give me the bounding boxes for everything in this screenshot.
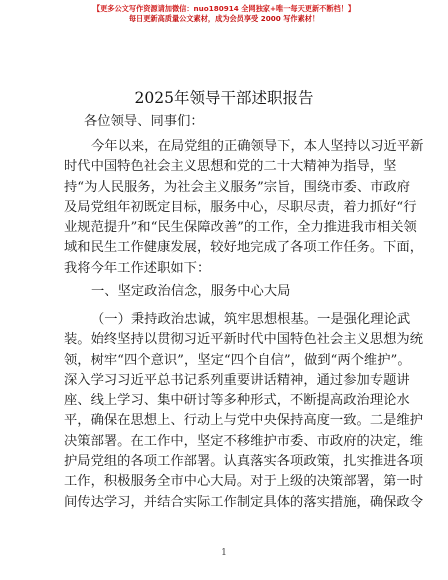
section-heading-1 xyxy=(64,282,382,302)
paragraph-line: 域和民生工作健康发展，较好地完成了各项工作任务。下面， xyxy=(64,240,424,256)
paragraph-line: 今年以来，在局党组的正确领导下，本人坚持以习近平新 xyxy=(91,139,424,154)
paragraph-line: 持“为人民服务，为社会主义服务”宗旨，围绕市委、市政府 xyxy=(64,179,411,195)
paragraph-line: 决策部署。在工作中，坚定不移维护市委、市政府的决定，维 xyxy=(64,433,424,449)
paragraph-line: 业规范提升”和“民生保障改善”的工作，全力推进我市相关领 xyxy=(64,220,417,236)
paragraph-line: 座、线上学习、集中研讨等多种形式，不断提高政治理论水 xyxy=(64,393,410,409)
paragraph-line: 领，树牢“四个意识”，坚定“四个自信”，做到“两个维护”。 xyxy=(64,352,411,368)
salutation: 各位领导、同事们： xyxy=(84,114,204,129)
paragraph-line: 深入学习习近平总书记系列重要讲话精神，通过参加专题讲 xyxy=(64,372,410,388)
paragraph-line: 我将今年工作述职如下： xyxy=(64,260,211,276)
paragraph-line: 时代中国特色社会主义思想和党的二十大精神为指导，坚 xyxy=(64,159,397,175)
promo-banner xyxy=(0,4,448,24)
paragraph-line: 护局党组的各项工作部署。认真落实各项政策，扎实推进各项 xyxy=(64,454,424,470)
section-heading-text: 一、坚定政治信念，服务中心大局 xyxy=(91,284,291,299)
paragraph-line: 装。始终坚持以贯彻习近平新时代中国特色社会主义思想为统 xyxy=(64,332,424,348)
paragraph-line: （一）秉持政治忠诚，筑牢思想根基。一是强化理论武 xyxy=(91,312,411,327)
paragraph-line: 平，确保在思想上、行动上与党中央保持高度一致。二是维护 xyxy=(64,413,424,429)
promo-banner-line-1: 【更多公文写作资源请加微信：nuo180914 全网独家+唯一每天更新不断档！】 xyxy=(92,4,356,13)
paragraph-line: 及局党组年初既定目标，服务中心，尽职尽责，着力抓好“行 xyxy=(64,199,417,215)
paragraph-line: 间传达学习，并结合实际工作制定具体的落实措施，确保政令 xyxy=(64,494,424,510)
page-number: 1 xyxy=(221,548,227,558)
promo-banner-line-2: 每日更新高质量公文素材，成为会员享受 2000 写作素材！ xyxy=(128,14,320,23)
paragraph-line: 工作，积极服务全市中心大局。对于上级的决策部署，第一时 xyxy=(64,474,424,490)
paragraph-section-1 xyxy=(64,310,424,513)
document-title: 2025年领导干部述职报告 xyxy=(134,89,314,107)
paragraph-intro xyxy=(64,137,424,279)
